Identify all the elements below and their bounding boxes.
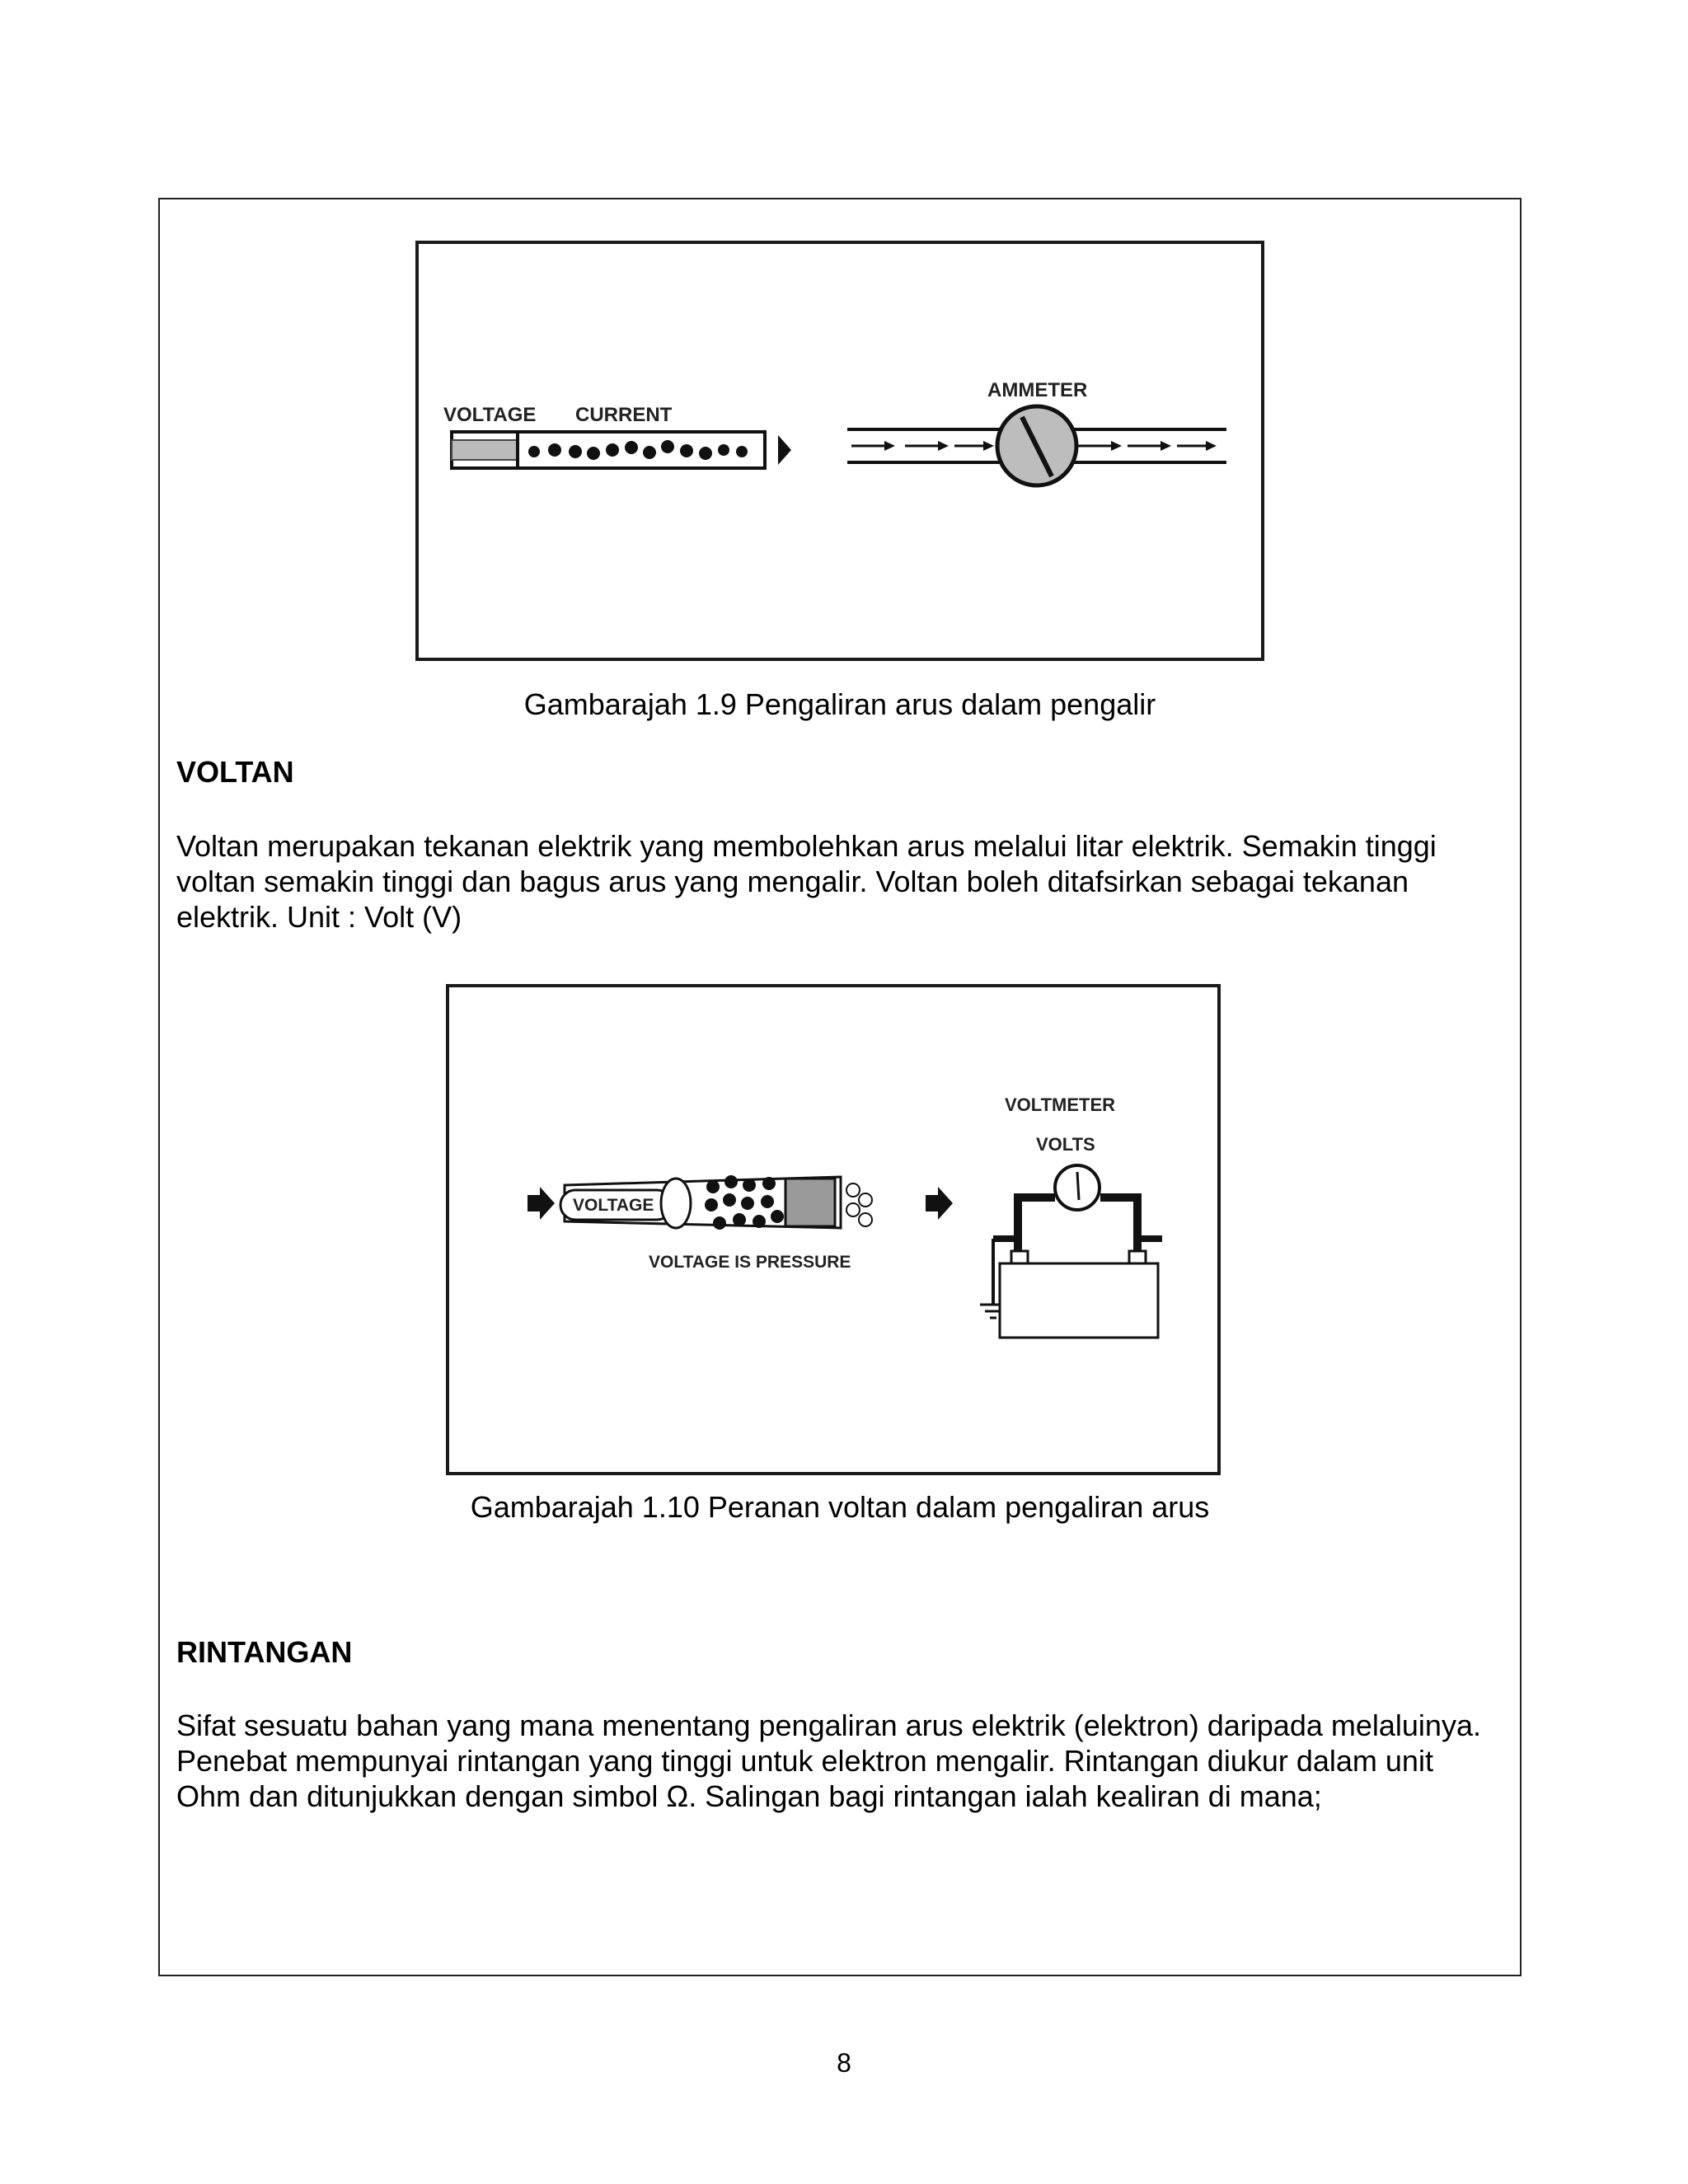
voltmeter-circuit: [980, 1165, 1162, 1338]
voltan-line-2: voltan semakin tinggi dan bagus arus yang mengalir. Voltan boleh ditafsirkan sebagai tekanan: [176, 865, 1409, 898]
rintangan-line-3: Ohm dan ditunjukkan dengan simbol Ω. Salingan bagi rintangan ialah kealiran di mana;: [176, 1779, 1322, 1813]
current-label: CURRENT: [575, 404, 673, 426]
rintangan-line-2: Penebat mempunyai rintangan yang tinggi untuk elektron mengalir. Rintangan diukur dalam unit: [176, 1744, 1433, 1778]
voltan-line-1: Voltan merupakan tekanan elektrik yang membolehkan arus melalui litar elektrik. Semakin tinggi: [176, 829, 1437, 863]
arrow-right-icon: [778, 435, 791, 465]
voltage-piston-label: VOLTAGE: [573, 1196, 654, 1215]
figure-1-10: [446, 984, 1221, 1475]
voltan-line-3: elektrik. Unit : Volt (V): [176, 900, 462, 934]
conductor-tube: [452, 430, 791, 470]
rintangan-heading: RINTANGAN: [176, 1635, 353, 1669]
ammeter-wire: [847, 406, 1226, 485]
voltan-heading: VOLTAN: [176, 755, 294, 789]
content-frame: [158, 198, 1522, 1976]
voltmeter-label: VOLTMETER: [1005, 1094, 1116, 1115]
ammeter-label: AMMETER: [987, 379, 1088, 401]
current-flow-diagram: [419, 244, 1261, 658]
voltage-is-pressure-label: VOLTAGE IS PRESSURE: [649, 1253, 851, 1272]
cable: [560, 1175, 872, 1230]
page-number: 8: [837, 2048, 851, 2078]
volts-label: VOLTS: [1036, 1134, 1095, 1155]
arrow-right-icon: [528, 1187, 555, 1220]
battery-icon: [1000, 1263, 1158, 1338]
figure-1-9: [415, 241, 1264, 661]
figure-1-9-caption: Gambarajah 1.9 Pengaliran arus dalam pengalir: [523, 687, 1156, 721]
arrow-right-icon: [926, 1187, 953, 1220]
voltage-label: VOLTAGE: [443, 404, 537, 426]
voltage-pressure-diagram: [449, 987, 1217, 1472]
figure-1-10-caption: Gambarajah 1.10 Peranan voltan dalam pengaliran arus: [470, 1490, 1210, 1524]
rintangan-line-1: Sifat sesuatu bahan yang mana menentang pengaliran arus elektrik (elektron) daripada melaluinya.: [176, 1708, 1481, 1742]
